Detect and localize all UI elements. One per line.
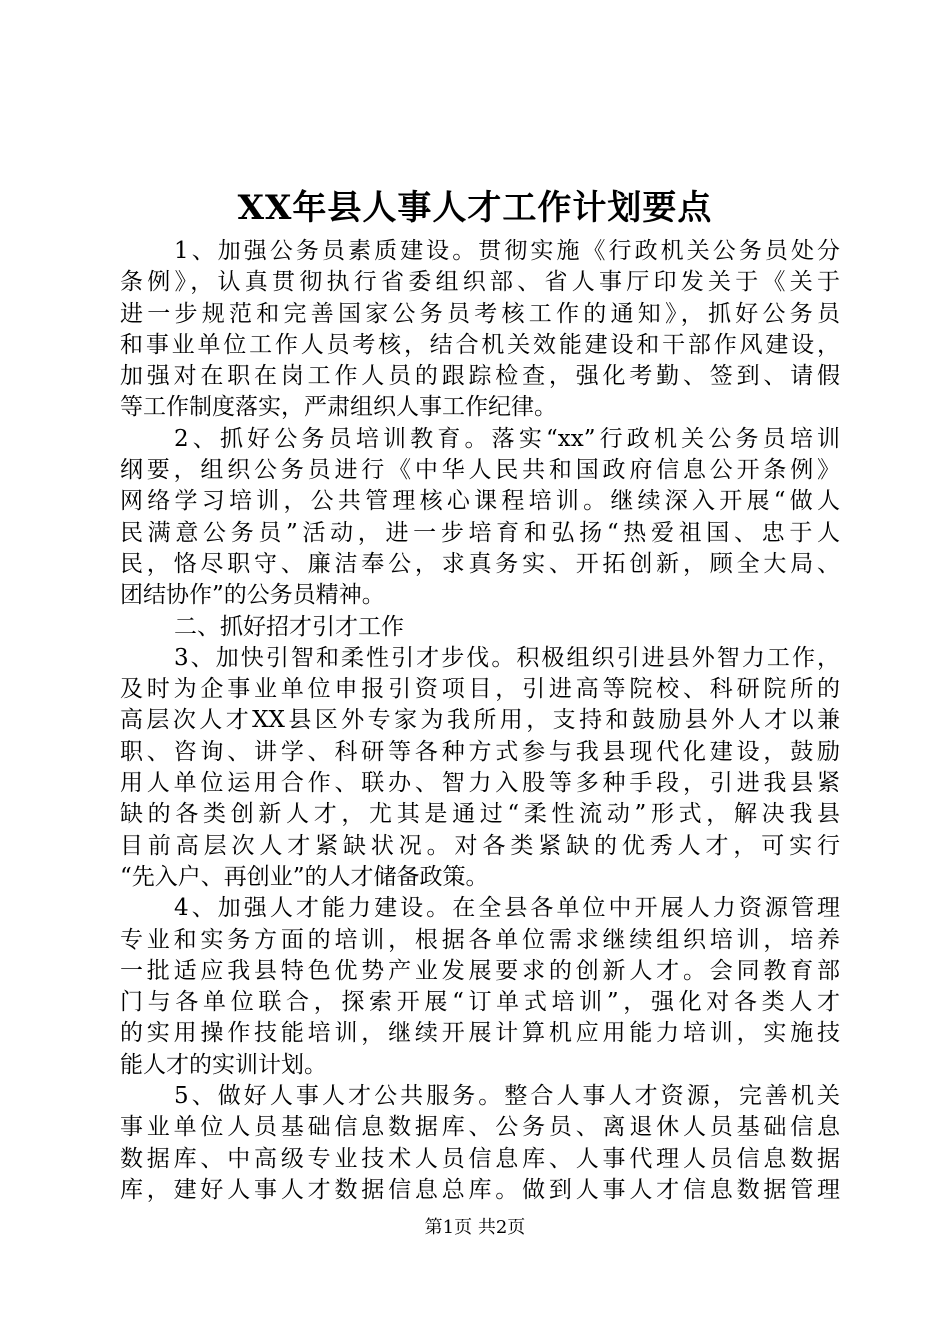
- document-body: [120, 236, 840, 1206]
- text-line: 高层次人才XX县区外专家为我所用，支持和鼓励县外人才以兼: [120, 707, 840, 734]
- text-line: 用人单位运用合作、联办、智力入股等多种手段，引进我县紧: [120, 770, 840, 797]
- text-line: 3、加快引智和柔性引才步伐。积极组织引进县外智力工作，: [174, 644, 840, 671]
- page-title: XX年县人事人才工作计划要点: [237, 188, 713, 228]
- text-line: 职、咨询、讲学、科研等各种方式参与我县现代化建设，鼓励: [120, 738, 840, 765]
- page-footer: 第1页 共2页: [424, 1217, 526, 1238]
- text-line: “先入户、再创业”的人才储备政策。: [120, 863, 489, 890]
- text-line: 及时为企事业单位申报引资项目，引进高等院校、科研院所的: [120, 676, 840, 703]
- text-line: 能人才的实训计划。: [120, 1051, 327, 1078]
- text-line: 2、抓好公务员培训教育。落实“xx”行政机关公务员培训: [174, 425, 840, 452]
- text-line: 数据库、中高级专业技术人员信息库、人事代理人员信息数据: [120, 1145, 840, 1172]
- text-line: 缺的各类创新人才，尤其是通过“柔性流动”形式，解决我县: [120, 801, 840, 828]
- text-line: 网络学习培训，公共管理核心课程培训。继续深入开展“做人: [120, 488, 840, 515]
- text-line: 等工作制度落实，严肃组织人事工作纪律。: [120, 394, 557, 421]
- text-line: 民，恪尽职守、廉洁奉公，求真务实、开拓创新，顾全大局、: [120, 550, 840, 577]
- text-line: 进一步规范和完善国家公务员考核工作的通知》，抓好公务员: [120, 300, 840, 327]
- text-line: 一批适应我县特色优势产业发展要求的创新人才。会同教育部: [120, 957, 840, 984]
- text-line: 4、加强人才能力建设。在全县各单位中开展人力资源管理: [174, 895, 840, 922]
- text-line: 加强对在职在岗工作人员的跟踪检查，强化考勤、签到、请假: [120, 363, 840, 390]
- text-line: 5、做好人事人才公共服务。整合人事人才资源，完善机关: [174, 1083, 840, 1110]
- text-line: 事业单位人员基础信息数据库、公务员、离退休人员基础信息: [120, 1114, 840, 1141]
- text-line: 民满意公务员”活动，进一步培育和弘扬“热爱祖国、忠于人: [120, 519, 840, 546]
- text-line: 条例》，认真贯彻执行省委组织部、省人事厅印发关于《关于: [120, 269, 840, 296]
- text-line: 和事业单位工作人员考核，结合机关效能建设和干部作风建设，: [120, 331, 840, 358]
- text-line: 专业和实务方面的培训，根据各单位需求继续组织培训，培养: [120, 926, 840, 953]
- text-line: 团结协作”的公务员精神。: [120, 582, 385, 609]
- text-line: 纲要，组织公务员进行《中华人民共和国政府信息公开条例》: [120, 457, 840, 484]
- text-line: 的实用操作技能培训，继续开展计算机应用能力培训，实施技: [120, 1020, 840, 1047]
- text-line: 二、抓好招才引才工作: [174, 613, 404, 640]
- text-line: 1、加强公务员素质建设。贯彻实施《行政机关公务员处分: [174, 238, 840, 264]
- text-line: 门与各单位联合，探索开展“订单式培训”，强化对各类人才: [120, 989, 840, 1016]
- text-line: 库，建好人事人才数据信息总库。做到人事人才信息数据管理: [120, 1176, 840, 1203]
- text-line: 目前高层次人才紧缺状况。对各类紧缺的优秀人才，可实行: [120, 832, 840, 859]
